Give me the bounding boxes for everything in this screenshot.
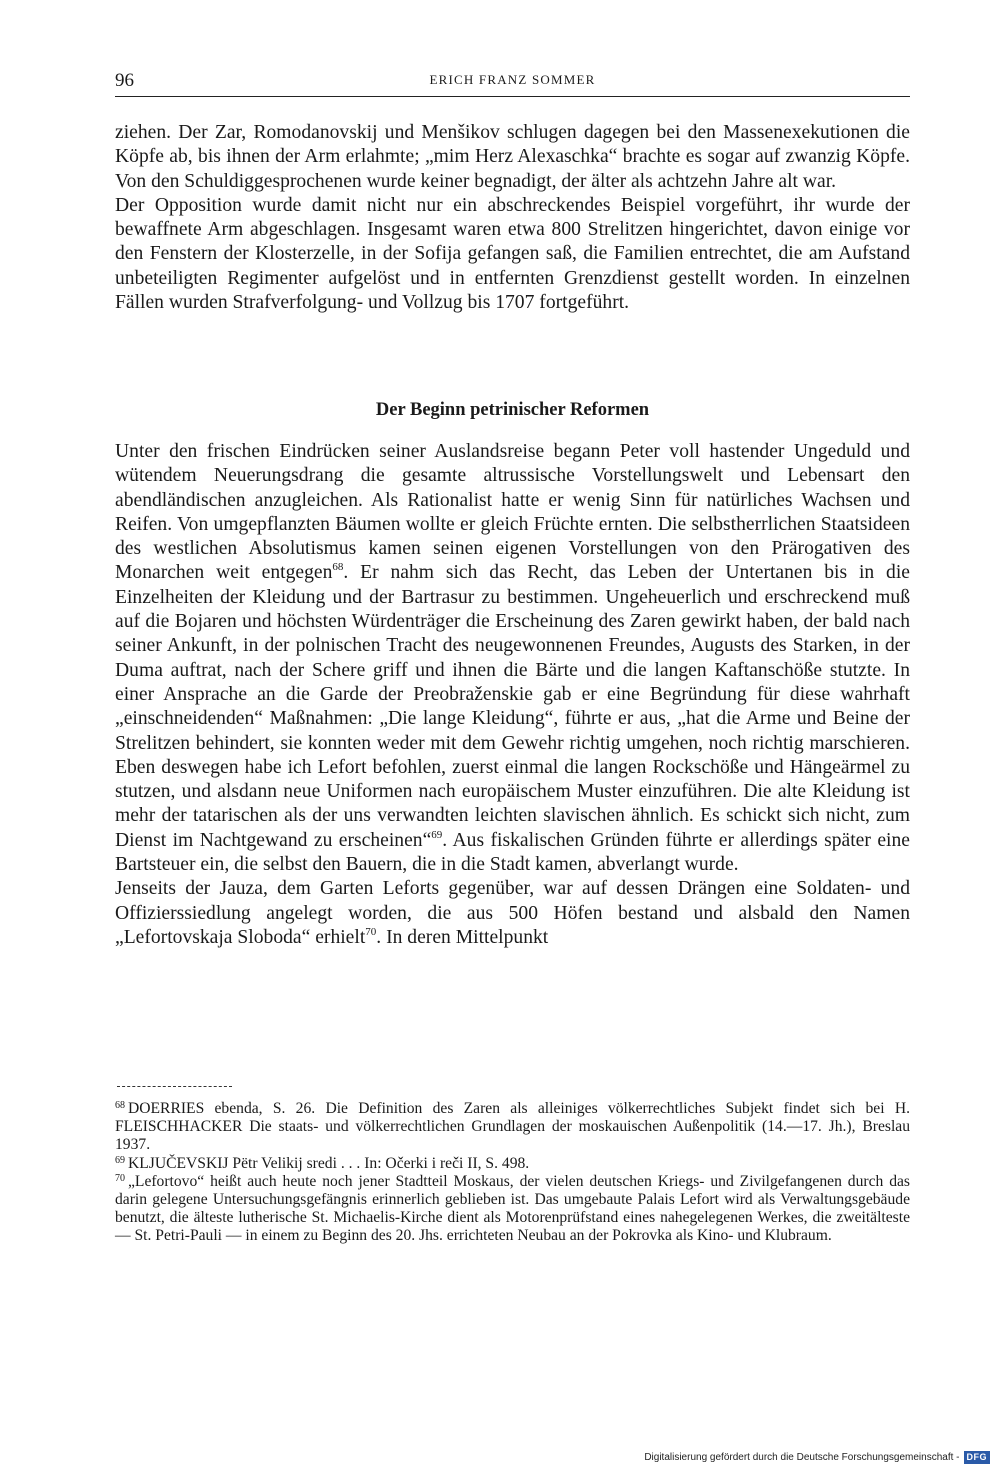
paragraph: Der Opposition wurde damit nicht nur ein abschreckendes Beispiel vorgeführt, ihr wurde der bewaffnete Arm abgeschlagen. Insgesamt waren etwa 800 Strelitzen hingerichtet, davon einige vor den Fenstern der Klosterzelle, in der Sofija gefangen saß, die Familien entrechtet, die am Aufstand unbeteiligten Regimenter aufgelöst und in entfernten Grenzdienst gestellt worden. In einzelnen Fällen wurden Strafverfolgung- und Vollzug bis 1707 fortgeführt.: [115, 194, 910, 314]
running-head: ERICH FRANZ SOMMER: [429, 72, 596, 87]
paragraph-text: Jenseits der Jauza, dem Garten Leforts gegenüber, war auf dessen Drängen eine Soldaten- und Offizierssiedlung angelegt worden, die aus 500 Höfen bestand und alsbald den Namen „Lefortovskaja Sloboda“ erhielt: [115, 878, 910, 948]
footnote: [115, 1100, 910, 1155]
top-text-block: [115, 121, 910, 315]
footnote-number: 70: [115, 1172, 125, 1184]
dfg-logo: DFG: [964, 1451, 991, 1464]
main-text-block: [115, 440, 910, 950]
footnote-divider: [117, 1086, 232, 1087]
paragraph-text: . Aus fiskalischen Gründen führte er allerdings später eine Bartsteuer ein, die selbst den Bauern, die in die Stadt kamen, abverlangt wurde.: [115, 829, 910, 876]
footnote-text: „Lefortovo“ heißt auch heute noch jener Stadtteil Moskaus, der vielen deutschen Kriegs- und Zivilgefangenen durch das darin gelegene Untersuchungsgefängnis erinnerlich geblieben ist. Das umgebaute Palais Lefort wird als Verwaltungsgebäude benutzt, die älteste lutherische St. Michaelis-Kirche dient als Motorenprüfstand eines nahegelegenen Werkes, die zweitälteste — St. Petri-Pauli — in einem zu Beginn des 20. Jhs. errichteten Neubau an der Pokrovka als Kino- und Klubraum.: [115, 1172, 910, 1245]
footnote-ref[interactable]: 69: [431, 828, 443, 841]
footnote-number: 69: [115, 1154, 125, 1166]
digitization-credit: [644, 1451, 990, 1464]
paragraph-text: . In deren Mittelpunkt: [376, 926, 549, 948]
footnote-ref[interactable]: 68: [332, 561, 344, 574]
paragraph: ziehen. Der Zar, Romodanovskij und Menšikov schlugen dagegen bei den Massenexekutionen die Köpfe ab, bis ihnen der Arm erlahmte; „mim Herz Alexaschka“ brachte es sogar auf zwanzig Köpfe. Von den Schuldiggesprochenen wurde keiner begnadigt, der älter als achtzehn Jahre alt war.: [115, 122, 910, 192]
page-header: [115, 70, 910, 97]
paragraph-text: Unter den frischen Eindrücken seiner Auslandsreise begann Peter voll hastender Ungeduld und wütendem Neuerungsdrang die gesamte altrussische Vorstellungswelt und Lebensart den abendländischen anzugleichen. Als Rationalist hatte er wenig Sinn für natürliches Wachsen und Reifen. Von umgepflanzten Bäumen wollte er gleich Früchte ernten. Die selbstherrlichen Staatsideen des westlichen Absolutismus kamen seinen eigenen Vorstellungen von den Prärogativen des Monarchen weit entgegen: [115, 441, 910, 584]
footnote: [115, 1155, 910, 1173]
section-heading: Der Beginn petrinischer Reformen: [375, 400, 650, 420]
footnote-number: 68: [115, 1100, 125, 1111]
paragraph-text: . Er nahm sich das Recht, das Leben der Untertanen bis in die Einzelheiten der Kleidung und der Bartrasur zu bestimmen. Ungeheuerlich und erschreckend muß auf die Bojaren und höchsten Würdenträger die Erscheinung des Zaren gewirkt haben, der bald nach seiner Ankunft, in der polnischen Tracht des neugewonnenen Freundes, Augusts des Starken, in der Duma auftrat, nach der Schere griff und ihnen die Bärte und die langen Kaftanschöße stutzte. In einer Ansprache an die Garde der Preobraženskie gab er eine Begründung für diese wahrhaft „einschneidenden“ Maßnahmen: „Die lange Kleidung“, führte er aus, „hat die Arme und Beine der Strelitzen behindert, sie konnten weder mit dem Gewehr richtig umgehen, noch richtig marschieren. Eben deswegen habe ich Lefort befohlen, zuerst einmal die langen Rockschöße und Hängeärmel zu stutzen, und alsdann neue Uniformen nach europäischem Muster einzuführen. Die alte Kleidung ist mehr der tatarischen als der uns verwandten leichten slavischen ähnlich. Es schickt sich nicht, zum Dienst im Nachtgewand zu erscheinen“: [115, 562, 910, 851]
footnotes: [115, 1100, 910, 1246]
paragraph: [115, 877, 910, 950]
paragraph: [115, 440, 910, 877]
footnote-text: DOERRIES ebenda, S. 26. Die Definition des Zaren als alleiniges völkerrechtliches Subjekt findet sich bei H. FLEISCHHACKER Die staats- und völkerrechtlichen Grundlagen der moskauischen Außenpolitik (14.—17. Jh.), Breslau 1937.: [115, 1100, 910, 1154]
page-number: 96: [115, 70, 134, 91]
credit-text: Digitalisierung gefördert durch die Deutsche Forschungsgemeinschaft -: [644, 1452, 960, 1463]
footnote: [115, 1173, 910, 1246]
footnote-text: KLJUČEVSKIJ Pëtr Velikij sredi . . . In: Očerki i reči II, S. 498.: [128, 1154, 530, 1172]
footnote-ref[interactable]: 70: [365, 925, 377, 938]
